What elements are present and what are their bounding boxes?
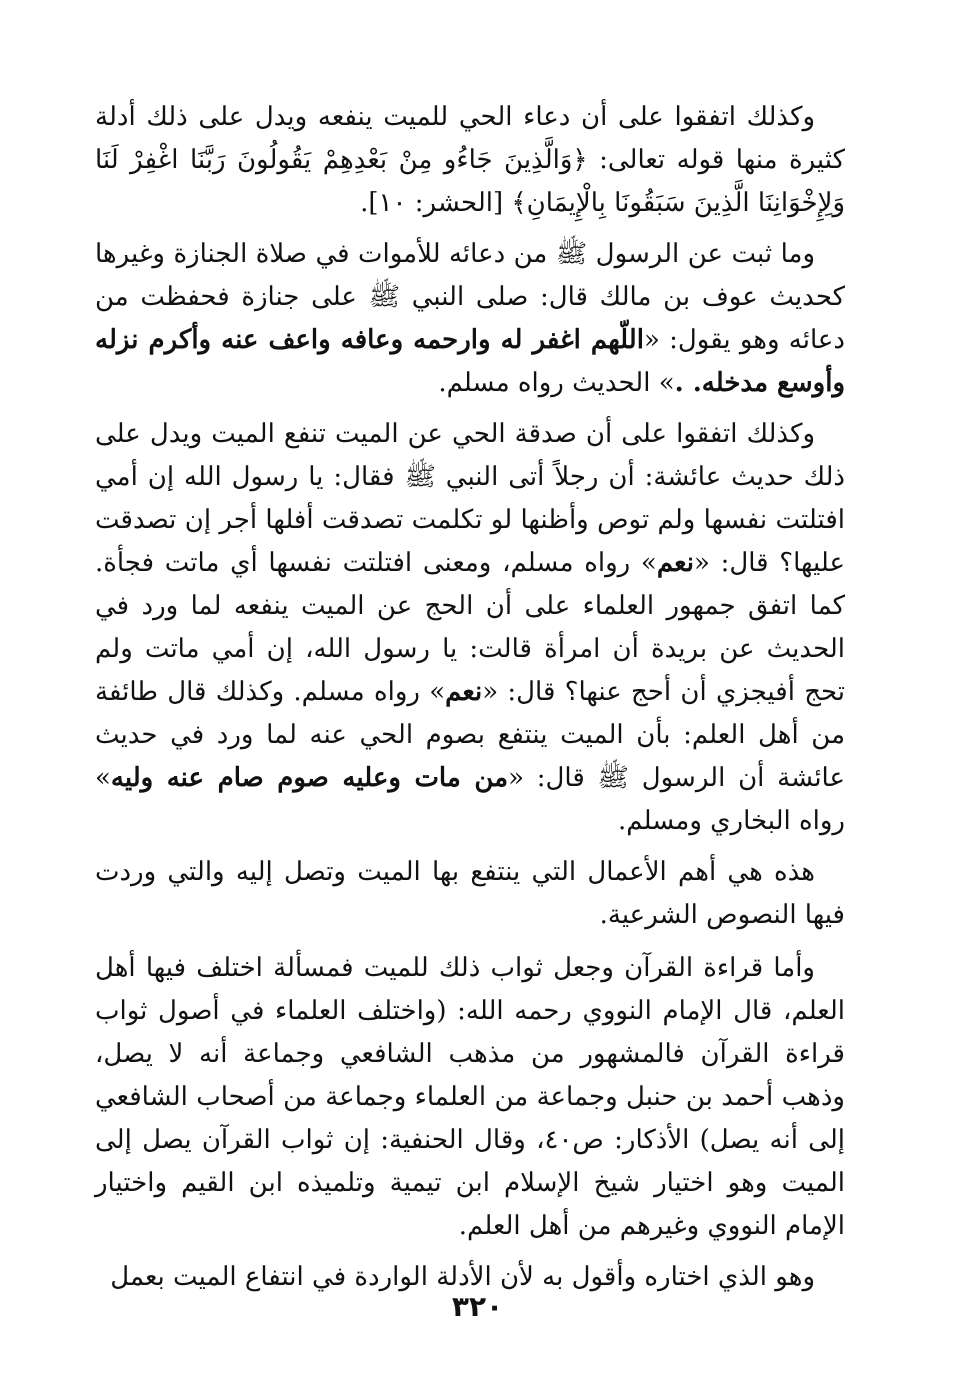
text-run: وهو الذي اختاره وأقول به لأن الأدلة الواردة في انتفاع الميت بعمل — [110, 1262, 815, 1292]
text-run: هذه هي أهم الأعمال التي ينتفع بها الميت وتصل إليه والتي وردت فيها النصوص الشرعية. — [95, 857, 845, 930]
text-run: وكذلك اتفقوا على أن صدقة الحي عن الميت تنفع الميت ويدل على ذلك حديث عائشة: أن رجلاً أتى النبي ﷺ فقال: يا رسول الله إن أمي افتلتت نفسها ولم توص وأظنها لو تكلمت تصدقت أفلها أجر إن تصدقت عليها؟ قال: « — [95, 419, 845, 578]
page-number: ٣٢٠ — [451, 1290, 504, 1323]
paragraph-charity-hajj-fasting — [95, 413, 845, 843]
paragraph-prayer-for-dead — [95, 96, 845, 225]
text-run: » الحديث رواه مسلم. — [438, 368, 675, 398]
hadith-quote: نعم — [445, 677, 483, 707]
quran-verse: ﴿وَالَّذِينَ جَاءُو مِنْ بَعْدِهِمْ يَقُولُونَ رَبَّنَا اغْفِرْ لَنَا وَلِإِخْوَانِنَا الَّذِينَ سَبَقُونَا بِالْإِيمَانِ﴾ — [95, 145, 845, 218]
verse-reference: [الحشر: ١٠]. — [360, 188, 512, 218]
paragraph-summary — [95, 851, 845, 937]
text-run: » رواه البخاري ومسلم. — [95, 763, 845, 836]
hadith-quote: نعم — [656, 548, 694, 578]
text-run: وأما قراءة القرآن وجعل ثواب ذلك للميت فمسألة اختلف فيها أهل العلم، قال الإمام النووي رحمه الله: (واختلف العلماء في أصول ثواب قراءة القرآن فالمشهور من مذهب الشافعي وجماعة أنه لا يصل، وذهب أحمد بن حنبل وجماعة من العلماء وجماعة من أصحاب الشافعي إلى أنه يصل) الأذكار: ص٤٠، وقال الحنفية: إن ثواب القرآن يصل إلى الميت وهو اختيار شيخ الإسلام ابن تيمية وتلميذه ابن القيم واختيار الإمام النووي وغيرهم من أهل العلم. — [95, 953, 846, 1241]
paragraph-funeral-prayer — [95, 233, 845, 405]
hadith-quote: اللّهم اغفر له وارحمه وعافه واعف عنه وأكرم نزله وأوسع مدخله. . — [95, 325, 845, 398]
text-run: وما ثبت عن الرسول ﷺ من دعائه للأموات في صلاة الجنازة وغيرها كحديث عوف بن مالك قال: صلى النبي ﷺ على جنازة فحفظت من دعائه وهو يقول: « — [95, 239, 846, 355]
paragraph-quran-recitation — [95, 947, 845, 1248]
text-run: » رواه مسلم، ومعنى افتلتت نفسها أي ماتت فجأة. كما اتفق جمهور العلماء على أن الحج عن الميت ينفعه لما ورد في الحديث عن بريدة أن امرأة قالت: يا رسول الله، إن أمي ماتت ولم تحج أفيجزي أن أحج عنها؟ قال: « — [95, 548, 845, 707]
page-body — [95, 96, 845, 1307]
hadith-quote: من مات وعليه صوم صام عنه وليه — [110, 763, 509, 793]
text-run: وكذلك اتفقوا على أن دعاء الحي للميت ينفعه ويدل على ذلك أدلة كثيرة منها قوله تعالى: — [95, 102, 845, 175]
text-run: » رواه مسلم. وكذلك قال طائفة من أهل العلم: بأن الميت ينتفع بصوم الحي عنه لما ورد في حديث عائشة أن الرسول ﷺ قال: « — [95, 677, 845, 793]
